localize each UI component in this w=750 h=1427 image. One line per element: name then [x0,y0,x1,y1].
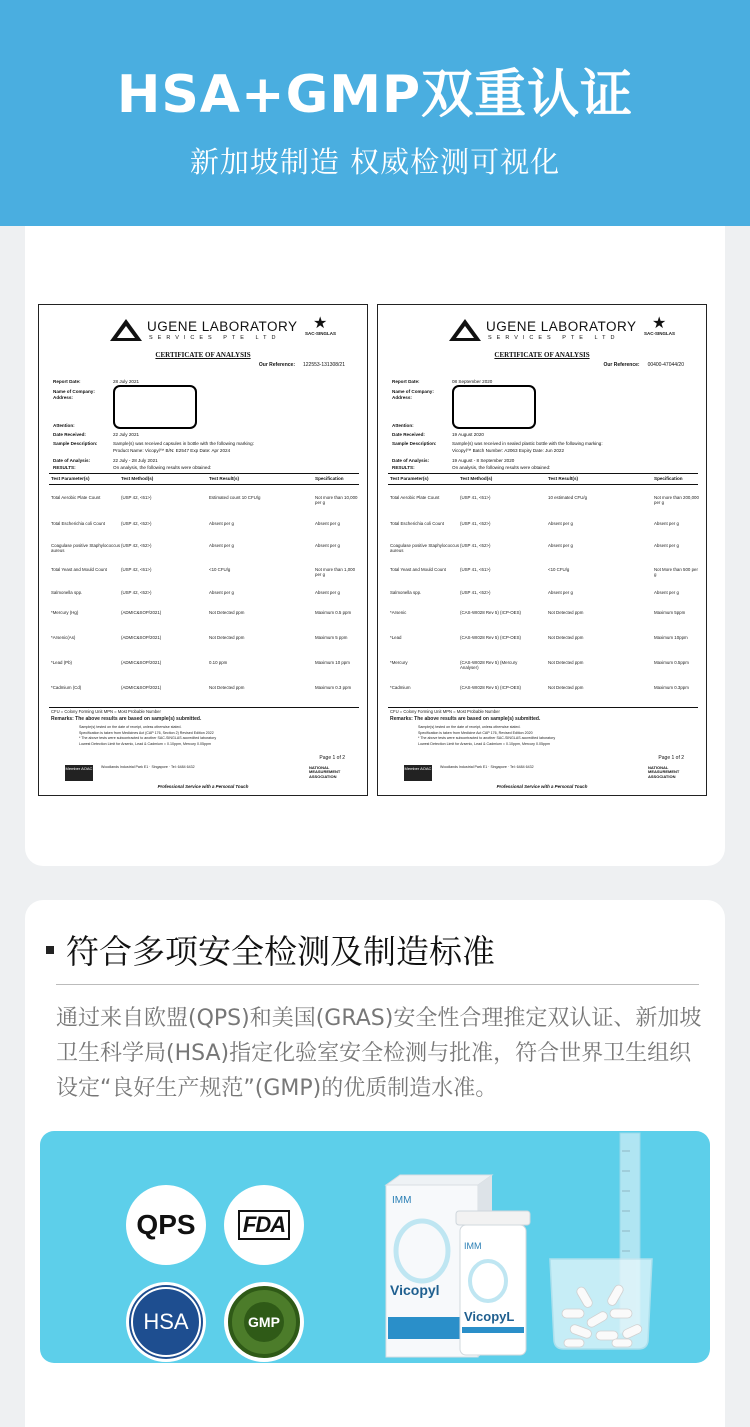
table-cell: (USP 41, <62>) [460,590,491,595]
section-title-text: 符合多项安全检测及制造标准 [66,932,495,971]
table-cell: Not Detected ppm [548,660,584,665]
table-rule-header [388,484,698,485]
info-row [53,395,113,400]
table-header: Test Method(s) [460,476,493,481]
table-cell: (CAS-WI028 Rev 5) (ICP-OES) [460,610,521,615]
lab-subtitle: SERVICES PTE LTD [149,335,281,341]
table-cell: Maximum 5 ppm [315,635,348,640]
note: * The above tests were subcontracted to another SAC-SINGLAS accredited laboratory [418,736,556,740]
info-label: Sample Description: [53,441,98,446]
table-cell: Not Detected ppm [209,685,245,690]
table-cell: (USP 42, <61>) [121,495,152,500]
table-cell: Absent per g [548,543,573,548]
note: Sample(s) tested on the date of receipt, unless otherwise stated. [418,725,521,729]
table-cell: Absent per g [209,543,234,548]
info-row [392,441,603,446]
info-label: Name of Company: [392,389,434,394]
page-number: Page 1 of 2 [658,755,684,761]
reference [603,362,684,368]
certificate-left [38,304,368,796]
table-cell: Maximum 0.3ppm [654,685,689,690]
svg-text:IMM: IMM [392,1195,412,1206]
table-cell: Absent per g [315,590,340,595]
table-cell: (USP 42, <62>) [121,543,152,548]
gmp-label: GMP [248,1314,280,1330]
table-cell: Maximum 10 ppm [315,660,350,665]
table-cell: *Lead (Pb) [51,660,72,665]
table-cell: Maximum 0.5 ppm [315,610,352,615]
info-row [53,423,113,428]
table-cell: Salmonella spp. [390,590,422,595]
table-cell: (ADMIC&SOP/2021) [121,635,162,640]
table-cell: *Arsenic(As) [51,635,76,640]
certification-banner [40,1131,710,1363]
remarks: Remarks: The above results are based on sample(s) submitted. [51,716,202,722]
info-label: Address: [392,395,412,400]
aoac-member: Member AOAC [65,765,93,781]
table-cell: 0.10 ppm [209,660,228,665]
lab-address: Woodlands Industrial Park E1 · Singapore · Tel: 6484 6432 [101,765,195,769]
gmp-badge [224,1282,304,1362]
info-value: 08 September 2020 [452,379,493,384]
info-row [53,379,139,384]
table-cell: (CAS-WI028 Rev 5) (ICP-OES) [460,685,521,690]
reference-label: Our Reference: [603,362,640,368]
info-label: Attention: [392,423,414,428]
bullet-square-icon [46,946,54,954]
table-cell: Total Yeast and Mould Count [51,567,107,572]
info-value: 19 August 2020 [452,432,484,437]
table-cell: (ADMIC&SOP/2021) [121,610,162,615]
info-label: Name of Company: [53,389,95,394]
table-cell: <10 CFU/g [548,567,570,572]
table-cell: Not Detected ppm [548,635,584,640]
page-subtitle: 新加坡制造 权威检测可视化 [189,145,561,179]
reference-number: 00400-47044/20 [647,362,684,368]
star-icon: ★ [313,315,328,332]
table-rule-bottom [388,707,698,708]
table-header: Specification [654,476,683,481]
info-label: Sample Description: [392,441,437,446]
info-value: 22 July - 28 July 2021 [113,458,158,463]
table-cell: (USP 42, <61>) [121,567,152,572]
table-rule-top [49,473,359,474]
table-cell: (ADMIC&SOP/2021) [121,685,162,690]
qps-label: QPS [136,1209,196,1240]
table-cell: (USP 41, <61>) [460,567,491,572]
lab-logo [448,317,688,351]
fda-badge [224,1185,304,1265]
info-value: Sample(s) was received capsules in bottle with the following marking: [113,441,254,446]
table-cell: *Arsenic [390,610,407,615]
lab-triangle-icon [109,317,143,343]
info-value: 22 July 2021 [113,432,140,437]
table-cell: Absent per g [548,521,573,526]
table-cell: (USP 41, <62>) [460,521,491,526]
table-cell: Maximum 5ppm [654,610,686,615]
table-cell: Total Aerobic Plate Count [390,495,440,500]
table-rule-header [49,484,359,485]
aoac-member: Member AOAC [404,765,432,781]
info-value: On analysis, the following results were obtained: [452,465,551,470]
product-illustration [360,1131,710,1363]
table-cell: (USP 41, <61>) [460,495,491,500]
info-label: Date of Analysis: [392,458,430,463]
info-row [392,465,550,470]
table-cell: Not Detected ppm [548,685,584,690]
page-title: HSA+GMP双重认证 [116,65,634,125]
info-row [53,448,230,453]
legend: CFU = Colony Forming Unit MPN = Most Probable Number [51,709,161,714]
table-cell: Estimated count 10 CFU/g [209,495,261,500]
info-label: Attention: [53,423,75,428]
note: Specification is taken from Medicine Act CAP 176, Revised Edition 2020 [418,730,533,735]
table-cell: Absent per g [209,521,234,526]
table-cell: (ADMIC&SOP/2021) [121,660,162,665]
table-rule-top [388,473,698,474]
info-label: Date of Analysis: [53,458,91,463]
table-cell: Not Detected ppm [548,610,584,615]
star-icon: ★ [652,315,667,332]
table-cell: (CAS-WI028 Rev 5) (Mercury Analyser) [460,660,518,670]
gmp-core [244,1302,284,1342]
table-cell: Absent per g [315,543,340,548]
hsa-badge [126,1282,206,1362]
info-label: Date Received: [53,432,86,437]
table-cell: *Cadmium (Cd) [51,685,82,690]
note: Specification is taken from Medicines Act (CAP 176, Section 2) Revised Edition 2022 [79,730,214,735]
reference-number: 122553-131308/21 [303,362,345,368]
table-cell: (CAS-WI028 Rev 5) (ICP-OES) [460,635,521,640]
table-cell: Not more than 10,000 per g [315,495,358,505]
fda-label: FDA [238,1210,290,1240]
table-cell: Coagulase positive Staphylococcus aureus [51,543,121,553]
certificate-right [377,304,707,796]
note: * The above tests were subcontracted to another SAC-SINGLAS accredited laboratory [79,736,217,740]
table-header: Test Result(s) [209,476,240,481]
info-row [53,389,113,394]
section-body: 通过来自欧盟(QPS)和美国(GRAS)安全性合理推定双认证、新加坡卫生科学局(HSA)指定化验室安全检测与批准，符合世界卫生组织设定“良好生产规范”(GMP)的优质制造水准。 [56,1006,702,1101]
table-cell: Maximum 10ppm [654,635,688,640]
reference [259,362,345,368]
certificate-title: CERTIFICATE OF ANALYSIS [155,351,251,359]
info-row [392,389,452,394]
table-cell: (USP 42, <62>) [121,521,152,526]
table-cell: Not more than 1,000 per g [315,567,356,577]
info-row [392,458,514,463]
page-header [0,0,750,226]
stamp: NATIONAL MEASUREMENT ASSOCIATION [309,764,341,779]
cert-tagline: Professional Service with a Personal Touch [496,784,588,789]
note: Lowest Detection Limit for Arsenic, Lead & Cadmium = 0.10ppm, Mercury 0.05ppm [79,741,211,746]
remarks: Remarks: The above results are based on sample(s) submitted. [390,716,541,722]
table-cell: Maximum 0.3 ppm [315,685,352,690]
info-row [392,448,564,453]
info-row [392,395,452,400]
qps-badge [126,1185,206,1265]
table-cell: (USP 42, <62>) [121,590,152,595]
table-cell: (USP 41, <62>) [460,543,491,548]
table-cell: *Cadmium [390,685,411,690]
table-cell: Absent per g [209,590,234,595]
info-row [392,379,492,384]
table-cell: *Lead [390,635,402,640]
table-header: Test Parameter(s) [390,476,429,481]
table-cell: *Mercury (Hg) [51,610,79,615]
lab-address: Woodlands Industrial Park E1 · Singapore · Tel: 6484 6432 [440,765,534,769]
info-value: Product Name: Vicopyl™ B/N: E2547 Exp Date: Apr 2024 [113,448,231,453]
table-rule-bottom [49,707,359,708]
accreditation-mark: SAC-SINGLAS [644,331,676,336]
info-row [392,432,484,437]
info-label: RESULTS: [53,465,76,470]
table-header: Specification [315,476,344,481]
lab-name: UGENE LABORATORY [486,319,637,334]
table-header: Test Method(s) [121,476,154,481]
info-row [53,458,158,463]
reference-label: Our Reference: [258,362,295,368]
table-cell: Not more than 200,000 per g [654,495,699,505]
table-cell: Not Detected ppm [209,610,245,615]
note: Lowest Detection Limit for Arsenic, Lead & Cadmium = 0.10ppm, Mercury 0.05ppm [418,741,550,746]
lab-logo [109,317,349,351]
info-value: 19 August - 8 September 2020 [452,458,515,463]
stamp: NATIONAL MEASUREMENT ASSOCIATION [648,764,680,779]
table-cell: <10 CFU/g [209,567,231,572]
hsa-seal [131,1287,201,1357]
svg-text:VicopyL: VicopyL [464,1309,515,1324]
table-cell: Total Escherichia coli Count [51,521,105,526]
info-label: Date Received: [392,432,425,437]
accreditation-mark: SAC-SINGLAS [305,331,337,336]
table-cell: Total Aerobic Plate Count [51,495,101,500]
page-number: Page 1 of 2 [319,755,345,761]
lab-triangle-icon [448,317,482,343]
table-cell: Total Escherichia coli Count [390,521,444,526]
legend: CFU = Colony Forming Unit MPN = Most Probable Number [390,709,500,714]
table-cell: Total Yeast and Mould Count [390,567,446,572]
note: Sample(s) tested on the date of receipt, unless otherwise stated. [79,725,182,729]
info-label: Report Date: [392,379,420,384]
section-divider [56,984,699,985]
svg-text:IMM: IMM [464,1241,482,1251]
info-value: 28 July 2021 [113,379,140,384]
info-row [53,432,139,437]
info-label: RESULTS: [392,465,415,470]
table-cell: Absent per g [654,590,679,595]
table-cell: *Mercury [390,660,408,665]
table-cell: 10 estimated CFU/g [548,495,588,500]
info-value: Vicopyl™ Batch Number: A2063 Expiry Date: Jun 2022 [452,448,565,453]
table-cell: Not More than 500 per g [654,567,698,577]
info-label: Address: [53,395,73,400]
info-row [392,423,452,428]
hsa-label: HSA [143,1309,189,1334]
cert-tagline: Professional Service with a Personal Touch [157,784,249,789]
table-cell: Coagulase positive Staphylococcus aureus [390,543,460,553]
table-cell: Absent per g [654,543,679,548]
redacted-box [452,385,536,429]
info-value: Sample(s) was received in sealed plastic bottle with the following marking: [452,441,603,446]
table-cell: Absent per g [315,521,340,526]
info-row [53,441,254,446]
section-title [46,926,495,973]
table-cell: Not Detected ppm [209,635,245,640]
table-cell: Salmonella spp. [51,590,83,595]
info-row [53,465,211,470]
table-header: Test Result(s) [548,476,579,481]
table-header: Test Parameter(s) [51,476,90,481]
table-cell: Absent per g [654,521,679,526]
table-cell: Absent per g [548,590,573,595]
certificate-title: CERTIFICATE OF ANALYSIS [494,351,590,359]
table-cell: Maximum 0.5ppm [654,660,689,665]
info-label: Report Date: [53,379,81,384]
lab-subtitle: SERVICES PTE LTD [488,335,620,341]
gmp-seal [228,1286,300,1358]
svg-text:Vicopyl: Vicopyl [390,1282,440,1298]
lab-name: UGENE LABORATORY [147,319,298,334]
redacted-box [113,385,197,429]
info-value: On analysis, the following results were obtained: [113,465,212,470]
